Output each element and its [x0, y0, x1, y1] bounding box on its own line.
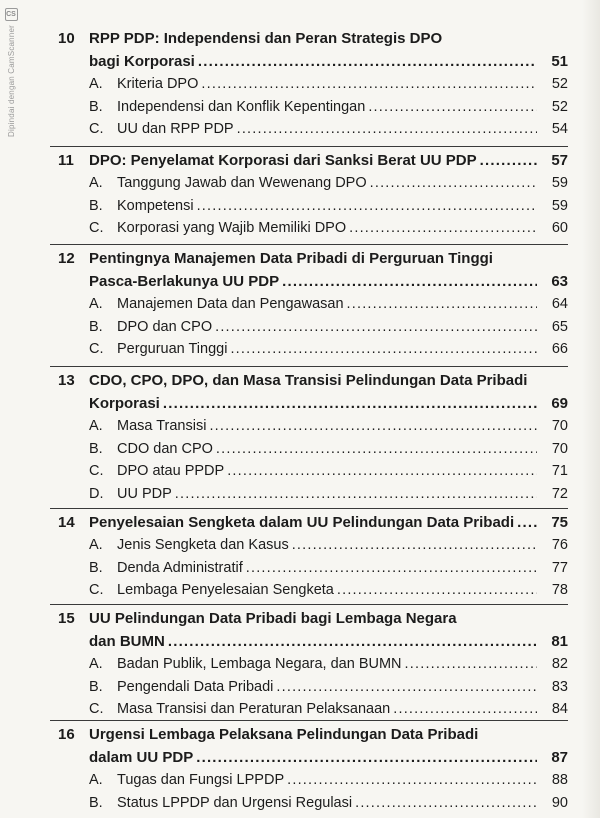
leader-dots — [370, 175, 537, 191]
subentry-title: Perguruan Tinggi — [117, 341, 228, 357]
subentry-label: A. — [89, 76, 103, 92]
leader-dots — [196, 749, 537, 766]
subentry-label: B. — [89, 678, 103, 695]
subentry-title: Jenis Sengketa dan Kasus — [117, 537, 289, 553]
subentry-page-number: 82 — [551, 656, 568, 672]
chapter-number: 13 — [58, 372, 75, 389]
section-divider — [50, 508, 568, 509]
toc-subentry[interactable] — [58, 656, 568, 679]
leader-dots — [168, 633, 537, 650]
subentry-title: Tanggung Jawab dan Wewenang DPO — [117, 175, 367, 191]
toc-subentry[interactable] — [58, 175, 568, 198]
chapter-title: Penyelesaian Sengketa dalam UU Pelindungan Data Pribadi — [89, 514, 515, 531]
chapter-page-number: 87 — [551, 749, 568, 766]
chapter-number: 15 — [58, 610, 75, 627]
leader-dots — [201, 76, 537, 92]
subentry-label: A. — [89, 537, 103, 553]
subentry-label: B. — [89, 440, 103, 457]
chapter-11 — [58, 152, 568, 243]
leader-dots — [368, 99, 537, 115]
leader-dots — [276, 679, 537, 695]
subentry-page-number: 77 — [551, 559, 568, 576]
leader-dots — [227, 463, 537, 479]
toc-subentry[interactable] — [58, 198, 568, 221]
subentry-title: Badan Publik, Lembaga Negara, dan BUMN — [117, 656, 402, 672]
subentry-page-number: 66 — [551, 341, 568, 357]
toc-subentry[interactable] — [58, 537, 568, 560]
chapter-page-number: 75 — [551, 514, 568, 531]
subentry-title: Pengendali Data Pribadi — [117, 678, 274, 695]
subentry-page-number: 59 — [551, 175, 568, 191]
subentry-page-number: 54 — [551, 121, 568, 137]
chapter-16 — [58, 726, 568, 817]
section-divider — [50, 720, 568, 721]
chapter-title: Urgensi Lembaga Pelaksana Pelindungan Data Pribadi — [89, 726, 479, 743]
subentry-page-number: 72 — [551, 485, 568, 502]
subentry-title: CDO dan CPO — [117, 440, 213, 457]
subentry-label: C. — [89, 463, 104, 479]
subentry-label: A. — [89, 175, 103, 191]
subentry-title: Denda Administratif — [117, 559, 243, 576]
subentry-label: B. — [89, 98, 103, 115]
chapter-title-entry[interactable] — [58, 395, 568, 412]
leader-dots — [197, 198, 537, 214]
chapter-title: CDO, CPO, DPO, dan Masa Transisi Pelindungan Data Pribadi — [89, 372, 528, 389]
subentry-page-number: 70 — [551, 418, 568, 434]
subentry-title: Status LPPDP dan Urgensi Regulasi — [117, 794, 353, 811]
subentry-page-number: 59 — [551, 197, 568, 214]
toc-subentry[interactable] — [58, 679, 568, 702]
chapter-title-entry[interactable] — [58, 152, 568, 169]
subentry-title: UU dan RPP PDP — [117, 121, 234, 137]
chapter-title-entry[interactable] — [58, 273, 568, 290]
subentry-label: B. — [89, 794, 103, 811]
toc-subentry[interactable] — [58, 772, 568, 795]
leader-dots — [246, 560, 537, 576]
toc-subentry[interactable] — [58, 795, 568, 818]
chapter-page-number: 69 — [551, 395, 568, 412]
chapter-10 — [58, 30, 568, 144]
chapter-number: 11 — [58, 152, 74, 169]
subentry-title: DPO dan CPO — [117, 318, 213, 335]
leader-dots — [237, 121, 537, 137]
chapter-title: Korporasi — [89, 395, 160, 412]
subentry-page-number: 84 — [551, 701, 568, 717]
subentry-page-number: 70 — [551, 440, 568, 457]
subentry-label: C. — [89, 701, 104, 717]
subentry-page-number: 52 — [551, 76, 568, 92]
section-divider — [50, 244, 568, 245]
chapter-title: bagi Korporasi — [89, 53, 195, 70]
section-divider — [50, 604, 568, 605]
subentry-page-number: 88 — [551, 772, 568, 788]
toc-subentry[interactable] — [58, 99, 568, 122]
subentry-title: Lembaga Penyelesaian Sengketa — [117, 582, 334, 598]
chapter-12 — [58, 250, 568, 364]
toc-subentry[interactable] — [58, 418, 568, 441]
chapter-page-number: 51 — [551, 53, 568, 70]
watermark-text: Dipindai dengan CamScanner — [6, 25, 16, 137]
subentry-title: Kriteria DPO — [117, 76, 199, 92]
leader-dots — [337, 582, 537, 598]
toc-subentry[interactable] — [58, 582, 568, 605]
subentry-title: Kompetensi — [117, 197, 194, 214]
chapter-number: 10 — [58, 30, 75, 47]
leader-dots — [480, 152, 537, 169]
subentry-title: DPO atau PPDP — [117, 463, 225, 479]
subentry-title: Independensi dan Konflik Kepentingan — [117, 98, 366, 115]
subentry-page-number: 83 — [551, 678, 568, 695]
chapter-title: RPP PDP: Independensi dan Peran Strategis DPO — [89, 30, 443, 47]
chapter-title: DPO: Penyelamat Korporasi dari Sanksi Berat UU PDP — [89, 152, 477, 169]
subentry-title: Korporasi yang Wajib Memiliki DPO — [117, 220, 347, 236]
subentry-label: C. — [89, 582, 104, 598]
subentry-title: Masa Transisi dan Peraturan Pelaksanaan — [117, 701, 391, 717]
subentry-page-number: 71 — [551, 463, 568, 479]
section-divider — [50, 366, 568, 367]
chapter-title-entry[interactable] — [58, 749, 568, 766]
chapter-title: dan BUMN — [89, 633, 165, 650]
chapter-number: 14 — [58, 514, 75, 531]
chapter-14 — [58, 514, 568, 605]
chapter-page-number: 63 — [551, 273, 568, 290]
toc-subentry[interactable] — [58, 319, 568, 342]
camscanner-logo-icon: CS — [5, 8, 18, 21]
subentry-page-number: 76 — [551, 537, 568, 553]
subentry-label: A. — [89, 656, 103, 672]
leader-dots — [287, 772, 537, 788]
leader-dots — [209, 418, 537, 434]
subentry-label: C. — [89, 121, 104, 137]
subentry-label: B. — [89, 318, 103, 335]
toc-subentry[interactable] — [58, 296, 568, 319]
chapter-15 — [58, 610, 568, 724]
leader-dots — [355, 795, 537, 811]
subentry-page-number: 65 — [551, 318, 568, 335]
chapter-title: Pasca-Berlakunya UU PDP — [89, 273, 280, 290]
toc-subentry[interactable] — [58, 220, 568, 243]
subentry-label: B. — [89, 197, 103, 214]
subentry-label: A. — [89, 772, 103, 788]
chapter-title-entry[interactable] — [58, 53, 568, 70]
subentry-title: Masa Transisi — [117, 418, 207, 434]
toc-subentry[interactable] — [58, 486, 568, 509]
leader-dots — [517, 514, 537, 531]
subentry-page-number: 64 — [551, 296, 568, 312]
chapter-title: Pentingnya Manajemen Data Pribadi di Perguruan Tinggi — [89, 250, 493, 267]
chapter-number: 16 — [58, 726, 75, 743]
section-divider — [50, 146, 568, 147]
leader-dots — [198, 53, 537, 70]
leader-dots — [292, 537, 537, 553]
leader-dots — [347, 296, 537, 312]
chapter-page-number: 57 — [551, 152, 568, 169]
subentry-page-number: 78 — [551, 582, 568, 598]
chapter-13 — [58, 372, 568, 508]
subentry-label: D. — [89, 485, 104, 502]
leader-dots — [393, 701, 537, 717]
chapter-title: dalam UU PDP — [89, 749, 194, 766]
chapter-number: 12 — [58, 250, 75, 267]
toc-subentry[interactable] — [58, 560, 568, 583]
leader-dots — [175, 486, 537, 502]
leader-dots — [405, 656, 537, 672]
chapter-title-entry[interactable] — [58, 633, 568, 650]
leader-dots — [230, 341, 537, 357]
subentry-label: A. — [89, 418, 103, 434]
toc-subentry[interactable] — [58, 121, 568, 144]
leader-dots — [215, 319, 537, 335]
subentry-label: B. — [89, 559, 103, 576]
chapter-title: UU Pelindungan Data Pribadi bagi Lembaga Negara — [89, 610, 457, 627]
leader-dots — [163, 395, 537, 412]
subentry-title: Manajemen Data dan Pengawasan — [117, 296, 344, 312]
toc-subentry[interactable] — [58, 341, 568, 364]
leader-dots — [282, 273, 537, 290]
subentry-label: C. — [89, 341, 104, 357]
subentry-label: C. — [89, 220, 104, 236]
subentry-title: UU PDP — [117, 485, 172, 502]
subentry-page-number: 90 — [551, 794, 568, 811]
subentry-page-number: 52 — [551, 98, 568, 115]
subentry-page-number: 60 — [551, 220, 568, 236]
chapter-page-number: 81 — [551, 633, 568, 650]
toc-subentry[interactable] — [58, 76, 568, 99]
toc-subentry[interactable] — [58, 463, 568, 486]
subentry-title: Tugas dan Fungsi LPPDP — [117, 772, 285, 788]
leader-dots — [349, 220, 537, 236]
leader-dots — [216, 441, 537, 457]
chapter-title-entry[interactable] — [58, 514, 568, 531]
subentry-label: A. — [89, 296, 103, 312]
toc-subentry[interactable] — [58, 441, 568, 464]
